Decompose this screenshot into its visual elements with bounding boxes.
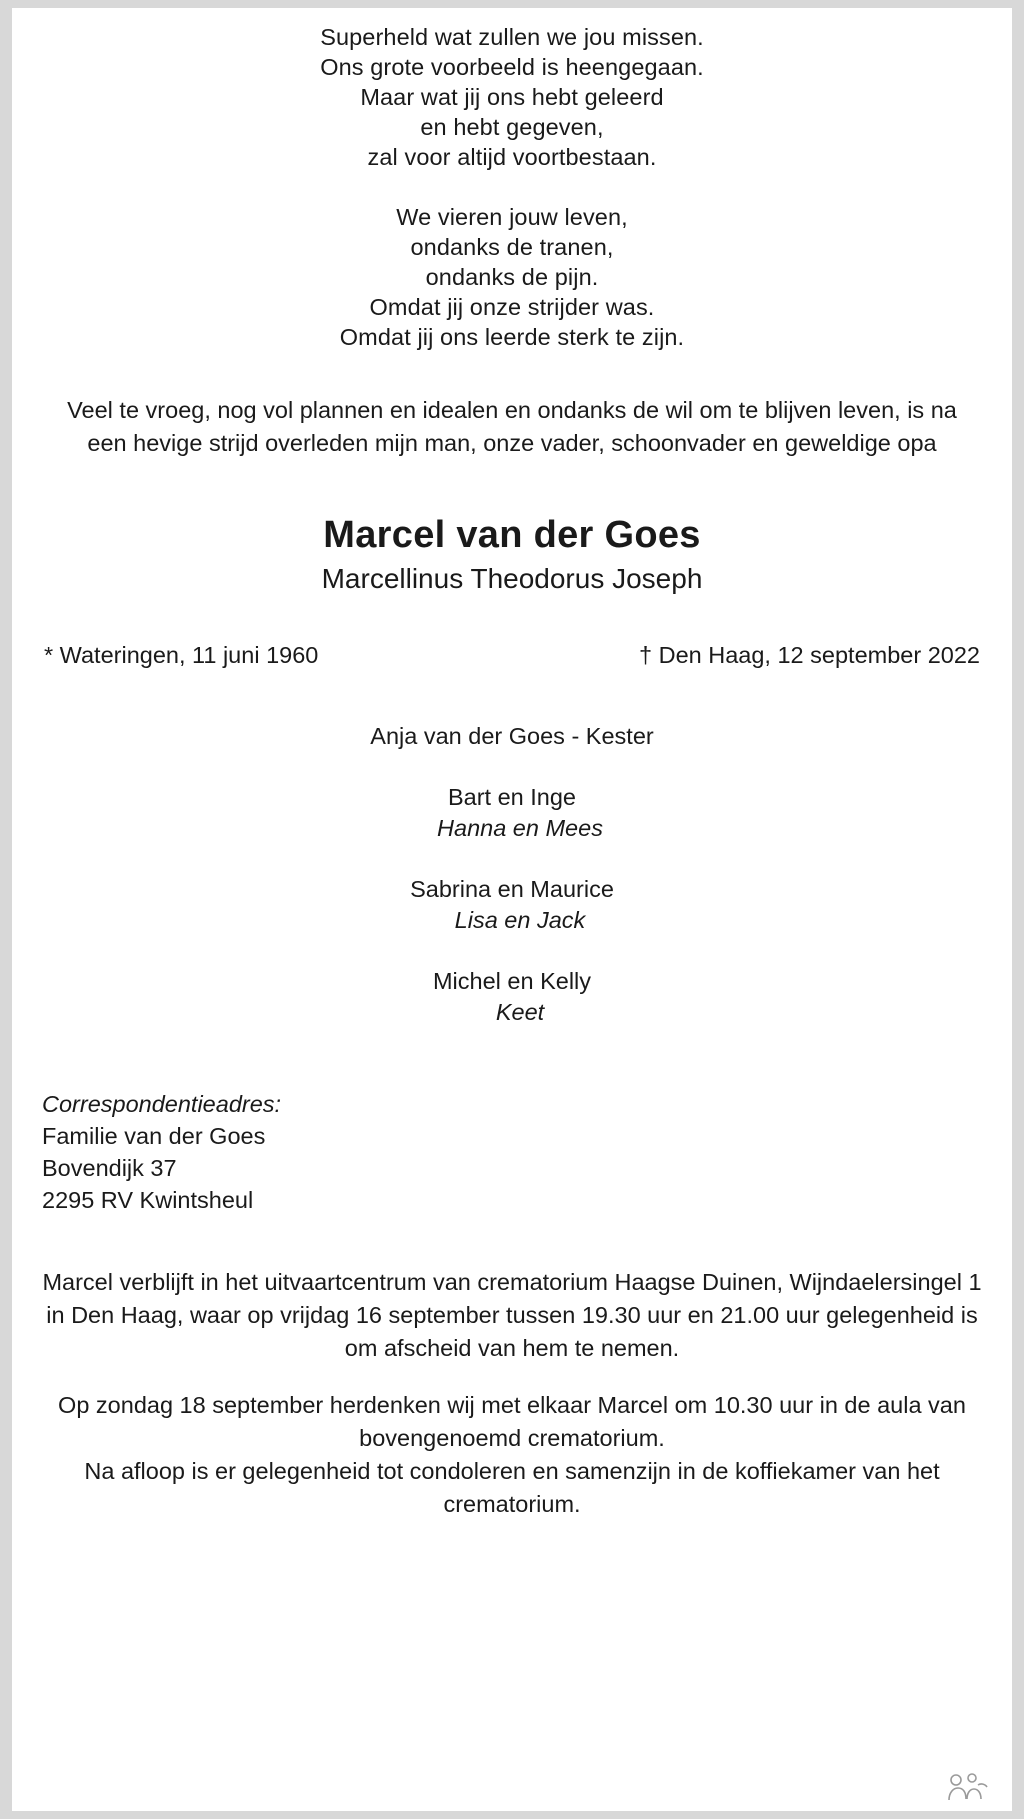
service-paragraph: Op zondag 18 september herdenken wij met elkaar Marcel om 10.30 uur in de aula van bovengenoemd crematorium. — [58, 1392, 966, 1451]
family-adults: Anja van der Goes - Kester — [370, 723, 654, 749]
death-date: † Den Haag, 12 september 2022 — [639, 642, 980, 668]
birth-date: * Wateringen, 11 juni 1960 — [44, 642, 319, 668]
verse-line: Omdat jij onze strijder was. — [369, 294, 655, 320]
family-group — [42, 874, 982, 936]
family-children: Hanna en Mees — [437, 815, 603, 841]
correspondence-line: Familie van der Goes — [42, 1123, 266, 1149]
verse-line: Maar wat jij ons hebt geleerd — [360, 84, 664, 110]
verse-line: en hebt gegeven, — [420, 114, 604, 140]
correspondence-line: Bovendijk 37 — [42, 1155, 177, 1181]
family-adults: Bart en Inge — [447, 784, 577, 810]
memorial-verse — [42, 8, 982, 352]
family-children: Keet — [495, 999, 545, 1025]
family-group — [42, 966, 982, 1028]
family-adults: Michel en Kelly — [432, 968, 592, 994]
service-paragraph: Marcel verblijft in het uitvaartcentrum van crematorium Haagse Duinen, Wijndaelersingel 1 in Den Haag, waar op vrijdag 16 september tussen 19.30 uur en 21.00 uur gelegenheid is om afscheid van hem te nemen. — [42, 1269, 982, 1361]
funeral-home-logo-icon — [942, 1769, 994, 1805]
service-details — [42, 1266, 982, 1521]
verse-line: zal voor altijd voortbestaan. — [367, 144, 657, 170]
deceased-full-name: Marcellinus Theodorus Joseph — [321, 563, 703, 594]
family-adults: Sabrina en Maurice — [410, 876, 614, 902]
obituary-content — [12, 8, 1012, 1811]
verse-line: ondanks de tranen, — [410, 234, 614, 260]
life-dates — [42, 642, 982, 669]
family-list — [42, 721, 982, 1028]
verse-line: We vieren jouw leven, — [396, 204, 628, 230]
verse-line: Superheld wat zullen we jou missen. — [320, 24, 704, 50]
verse-line: Ons grote voorbeeld is heengegaan. — [320, 54, 704, 80]
correspondence-line: 2295 RV Kwintsheul — [42, 1187, 254, 1213]
deceased-name-block — [42, 512, 982, 598]
verse-stanza-gap — [42, 172, 982, 202]
family-group — [42, 782, 982, 844]
deceased-name: Marcel van der Goes — [323, 514, 701, 556]
verse-line: Omdat jij ons leerde sterk te zijn. — [339, 324, 685, 350]
family-children: Lisa en Jack — [454, 907, 586, 933]
correspondence-address — [42, 1088, 982, 1216]
family-group — [42, 721, 982, 752]
announcement-text: Veel te vroeg, nog vol plannen en idealen en ondanks de wil om te blijven leven, is na een hevige strijd overleden mijn man, onze vader, schoonvader en geweldige opa — [67, 397, 957, 456]
correspondence-title: Correspondentieadres: — [42, 1091, 282, 1117]
verse-line: ondanks de pijn. — [425, 264, 599, 290]
service-paragraph: Na afloop is er gelegenheid tot condoleren en samenzijn in de koffiekamer van het crematorium. — [84, 1458, 940, 1517]
